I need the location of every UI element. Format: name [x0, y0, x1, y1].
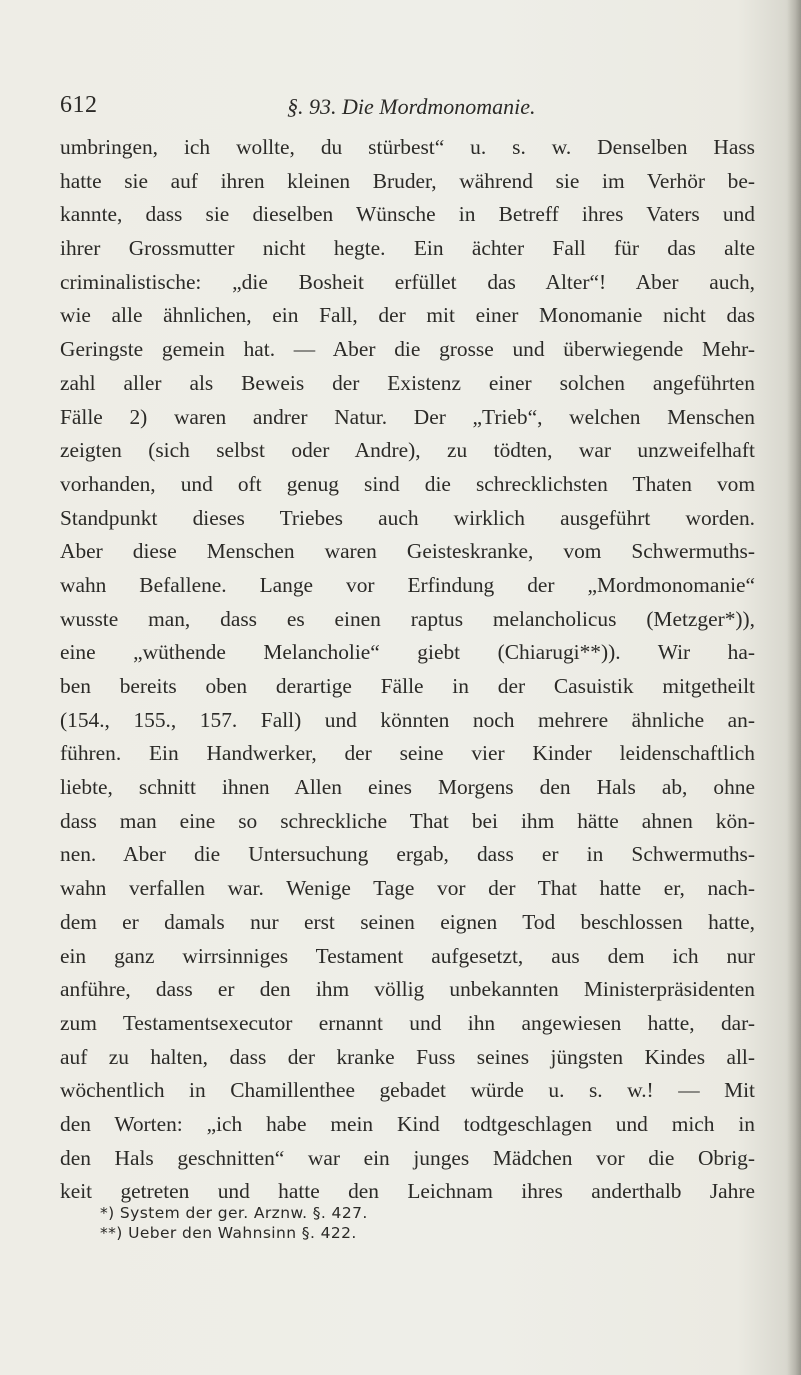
text-line: eine „wüthende Melancholie“ giebt (Chiarugi**)). Wir ha- — [60, 640, 755, 665]
text-line: Standpunkt dieses Triebes auch wirklich ausgeführt worden. — [60, 505, 755, 530]
page-header — [60, 92, 750, 128]
text-line: hatte sie auf ihren kleinen Bruder, während sie im Verhör be- — [60, 168, 755, 193]
text-line: den Worten: „ich habe mein Kind todtgeschlagen und mich in — [60, 1111, 755, 1136]
running-title: §. 93. Die Mordmonomanie. — [287, 94, 536, 119]
body-text — [60, 131, 755, 1209]
text-line: führen. Ein Handwerker, der seine vier Kinder leidenschaftlich — [60, 741, 755, 766]
page-edge-shadow — [787, 0, 801, 1375]
text-line: Geringste gemein hat. — Aber die grosse und überwiegende Mehr- — [60, 337, 755, 362]
text-line: den Hals geschnitten“ war ein junges Mädchen vor die Obrig- — [60, 1145, 755, 1170]
text-line: liebte, schnitt ihnen Allen eines Morgens den Hals ab, ohne — [60, 775, 755, 800]
text-line: ein ganz wirrsinniges Testament aufgesetzt, aus dem ich nur — [60, 943, 755, 968]
text-line: wie alle ähnlichen, ein Fall, der mit einer Monomanie nicht das — [60, 303, 755, 328]
text-line: dass man eine so schreckliche That bei ihm hätte ahnen kön- — [60, 808, 755, 833]
text-line: zum Testamentsexecutor ernannt und ihn angewiesen hatte, dar- — [60, 1010, 755, 1035]
text-line: wusste man, dass es einen raptus melancholicus (Metzger*)), — [60, 606, 755, 631]
text-line: criminalistische: „die Bosheit erfüllet das Alter“! Aber auch, — [60, 269, 755, 294]
page-number: 612 — [60, 92, 98, 118]
text-line: kannte, dass sie dieselben Wünsche in Betreff ihres Vaters und — [60, 202, 755, 227]
text-line: anführe, dass er den ihm völlig unbekannten Ministerpräsidenten — [60, 977, 755, 1002]
text-line: vorhanden, und oft genug sind die schrecklichsten Thaten vom — [60, 471, 755, 496]
text-line: dem er damals nur erst seinen eignen Tod beschlossen hatte, — [60, 909, 755, 934]
text-line: zahl aller als Beweis der Existenz einer solchen angeführten — [60, 370, 755, 395]
text-line: Fälle 2) waren andrer Natur. Der „Trieb“, welchen Menschen — [60, 404, 755, 429]
text-line: nen. Aber die Untersuchung ergab, dass er in Schwermuths- — [60, 842, 755, 867]
text-line: wahn Befallene. Lange vor Erfindung der „Mordmonomanie“ — [60, 572, 755, 597]
text-line: wöchentlich in Chamillenthee gebadet würde u. s. w.! — Mit — [60, 1078, 755, 1103]
footnote: **) Ueber den Wahnsinn §. 422. — [100, 1224, 357, 1242]
text-line: Aber diese Menschen waren Geisteskranke, vom Schwermuths- — [60, 539, 755, 564]
text-line: auf zu halten, dass der kranke Fuss seines jüngsten Kindes all- — [60, 1044, 755, 1069]
footnote: *) System der ger. Arznw. §. 427. — [100, 1204, 368, 1222]
text-line: zeigten (sich selbst oder Andre), zu tödten, war unzweifelhaft — [60, 438, 755, 463]
text-line: umbringen, ich wollte, du stürbest“ u. s. w. Denselben Hass — [60, 135, 755, 159]
text-line: keit getreten und hatte den Leichnam ihres anderthalb Jahre — [60, 1179, 755, 1204]
text-line: ben bereits oben derartige Fälle in der Casuistik mitgetheilt — [60, 674, 755, 698]
text-line: ihrer Grossmutter nicht hegte. Ein ächter Fall für das alte — [60, 236, 755, 261]
footnotes — [100, 1203, 740, 1243]
text-line: (154., 155., 157. Fall) und könnten noch mehrere ähnliche an- — [60, 707, 755, 732]
text-line: wahn verfallen war. Wenige Tage vor der That hatte er, nach- — [60, 876, 755, 901]
